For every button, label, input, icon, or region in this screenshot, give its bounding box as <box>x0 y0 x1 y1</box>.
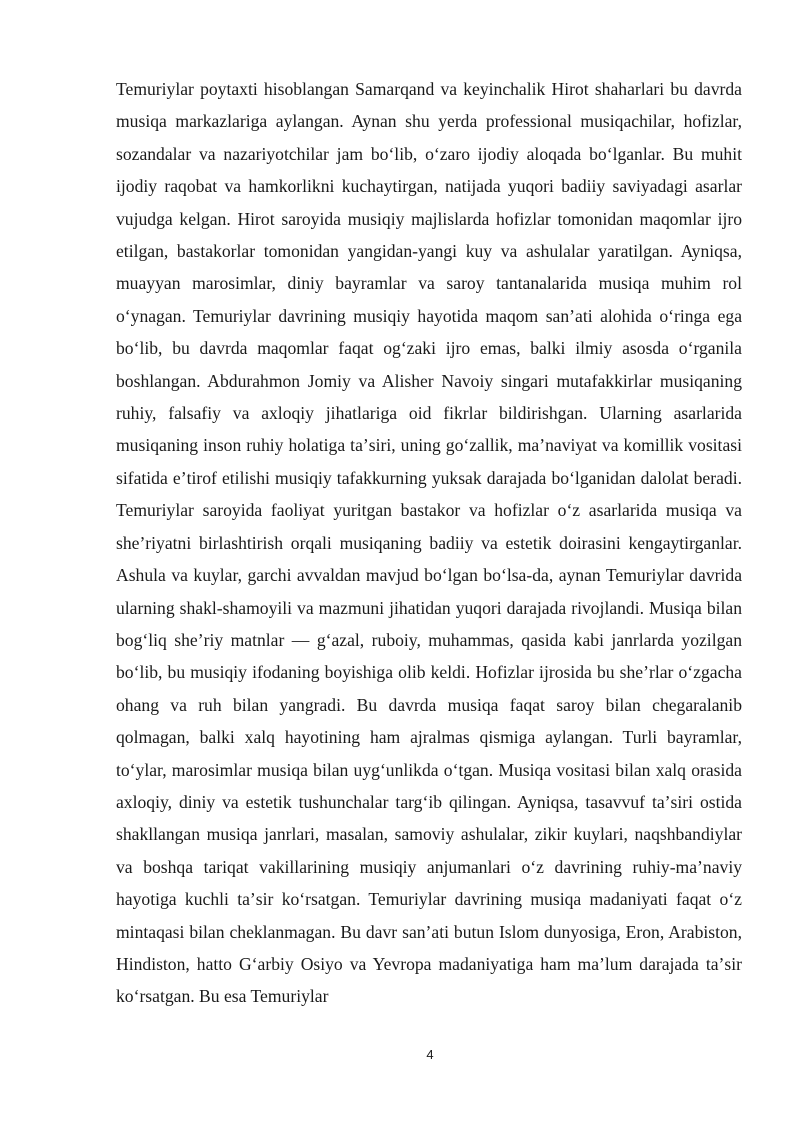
page-number: 4 <box>426 1047 434 1062</box>
body-paragraph: Temuriylar poytaxti hisoblangan Samarqand va keyinchalik Hirot shaharlari bu davrda musiqa markazlariga aylangan. Aynan shu yerda professional musiqachilar, hofizlar, sozandalar va nazariyotchilar jam boʻlib, oʻzaro ijodiy aloqada boʻlganlar. Bu muhit ijodiy raqobat va hamkorlikni kuchaytirgan, natijada yuqori badiiy saviyadagi asarlar vujudga kelgan. Hirot saroyida musiqiy majlislarda hofizlar tomonidan maqomlar ijro etilgan, bastakorlar tomonidan yangidan-yangi kuy va ashulalar yaratilgan. Ayniqsa, muayyan marosimlar, diniy bayramlar va saroy tantanalarida musiqa muhim rol oʻynagan. Temuriylar davrining musiqiy hayotida maqom sanʼati alohida oʻringa ega boʻlib, bu davrda maqomlar faqat ogʻzaki ijro emas, balki ilmiy asosda oʻrganila boshlangan. Abdurahmon Jomiy va Alisher Navoiy singari mutafakkirlar musiqaning ruhiy, falsafiy va axloqiy jihatlariga oid fikrlar bildirishgan. Ularning asarlarida musiqaning inson ruhiy holatiga taʼsiri, uning goʻzallik, maʼnaviyat va komillik vositasi sifatida eʼtirof etilishi musiqiy tafakkurning yuksak darajada boʻlganidan dalolat beradi. Temuriylar saroyida faoliyat yuritgan bastakor va hofizlar oʻz asarlarida musiqa va sheʼriyatni birlashtirish orqali musiqaning badiiy va estetik doirasini kengaytirganlar. Ashula va kuylar, garchi avvaldan mavjud boʻlgan boʻlsa-da, aynan Temuriylar davrida ularning shakl-shamoyili va mazmuni jihatidan yuqori darajada rivojlandi. Musiqa bilan bogʻliq sheʼriy matnlar — gʻazal, ruboiy, muhammas, qasida kabi janrlarda yozilgan boʻlib, bu musiqiy ifodaning boyishiga olib keldi. Hofizlar ijrosida bu sheʼrlar oʻzgacha ohang va ruh bilan yangradi. Bu davrda musiqa faqat saroy bilan chegaralanib qolmagan, balki xalq hayotining ham ajralmas qismiga aylangan. Turli bayramlar, toʻylar, marosimlar musiqa bilan uygʻunlikda oʻtgan. Musiqa vositasi bilan xalq orasida axloqiy, diniy va estetik tushunchalar targʻib qilingan. Ayniqsa, tasavvuf taʼsiri ostida shakllangan musiqa janrlari, masalan, samoviy ashulalar, zikir kuylari, naqshbandiylar va boshqa tariqat vakillarining musiqiy anjumanlari oʻz davrining ruhiy-maʼnaviy hayotiga kuchli taʼsir koʻrsatgan. Temuriylar davrining musiqa madaniyati faqat oʻz mintaqasi bilan cheklanmagan. Bu davr sanʼati butun Islom dunyosiga, Eron, Arabiston, Hindiston, hatto Gʻarbiy Osiyo va Yevropa madaniyatiga ham maʼlum darajada taʼsir koʻrsatgan. Bu esa Temuriylar <box>116 79 742 1007</box>
